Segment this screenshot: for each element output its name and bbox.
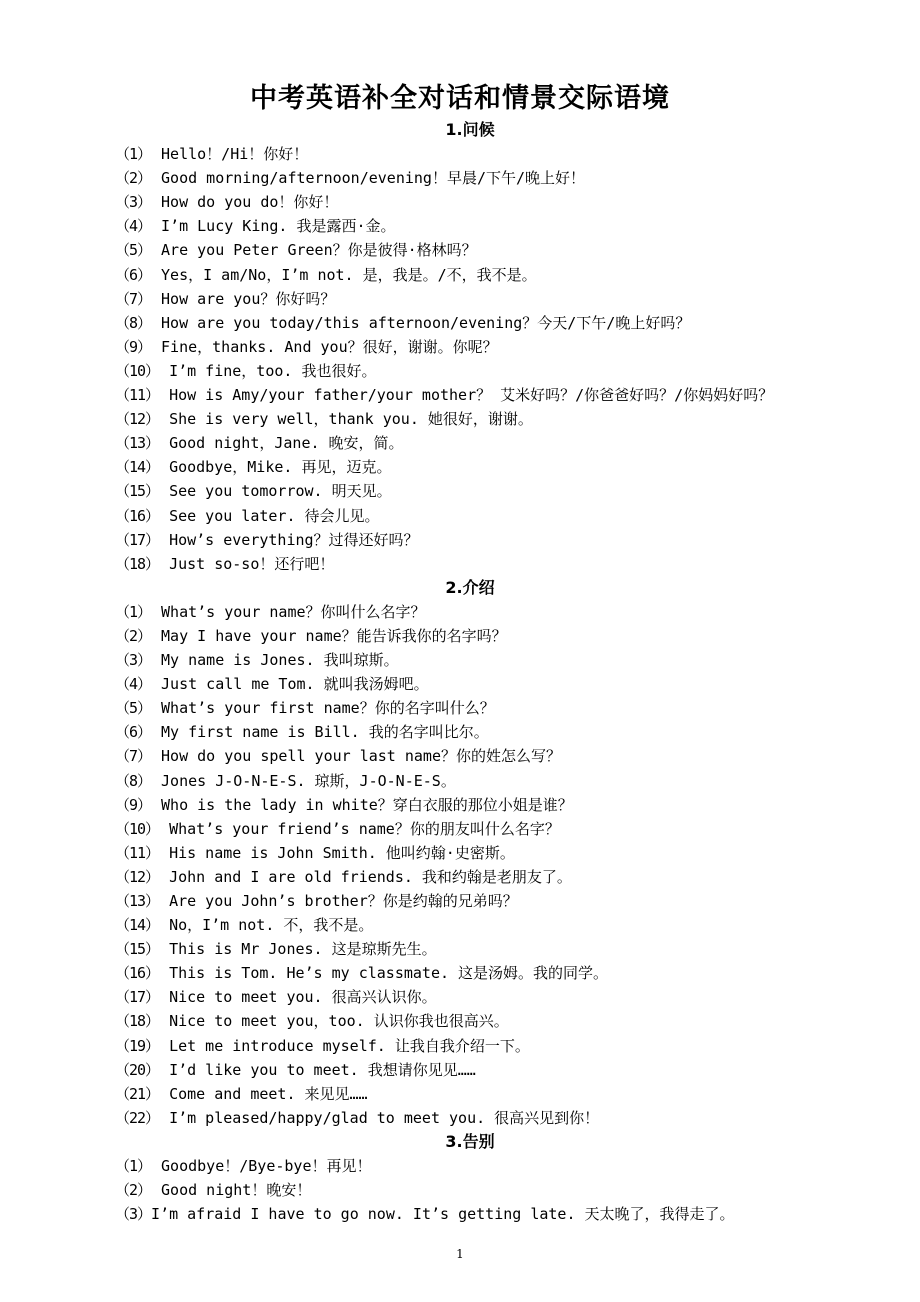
item-number: （7） — [115, 747, 152, 766]
list-item — [115, 817, 875, 841]
item-text: No，I’m not. 不，我不是。 — [169, 916, 374, 935]
list-item — [115, 672, 875, 696]
item-number: （8） — [115, 771, 152, 790]
item-text: What’s your name？你叫什么名字？ — [161, 602, 426, 621]
list-item — [115, 238, 875, 262]
item-text: May I have your name？能告诉我你的名字吗？ — [161, 626, 507, 645]
item-number: （1） — [115, 145, 152, 164]
item-text: John and I are old friends. 我和约翰是老朋友了。 — [169, 867, 572, 886]
item-number: （18） — [115, 1012, 160, 1031]
item-text: Goodbye！/Bye-bye！再见！ — [161, 1157, 372, 1176]
item-number: （10） — [115, 361, 160, 380]
item-number: （10） — [115, 819, 160, 838]
item-text: Goodbye，Mike. 再见，迈克。 — [169, 458, 392, 477]
item-text: My name is Jones. 我叫琼斯。 — [161, 651, 399, 670]
list-item — [115, 985, 875, 1009]
item-number: （4） — [115, 675, 152, 694]
item-number: （2） — [115, 1181, 152, 1200]
item-text: His name is John Smith. 他叫约翰·史密斯。 — [169, 843, 515, 862]
item-text: See you tomorrow. 明天见。 — [169, 482, 392, 501]
item-number: （12） — [115, 410, 160, 429]
item-text: I’m Lucy King. 我是露西·金。 — [161, 217, 396, 236]
item-text: Come and meet. 来见见…… — [169, 1084, 368, 1103]
item-number: （18） — [115, 554, 160, 573]
item-number: （9） — [115, 795, 152, 814]
item-number: （13） — [115, 892, 160, 910]
item-text: My first name is Bill. 我的名字叫比尔。 — [161, 723, 489, 742]
item-text: How’s everything？过得还好吗？ — [169, 530, 419, 549]
item-number: （11） — [115, 386, 160, 405]
item-number: （5） — [115, 241, 152, 260]
item-number: （12） — [115, 867, 160, 886]
list-item — [115, 214, 875, 238]
item-text: Nice to meet you. 很高兴认识你。 — [169, 988, 437, 1007]
item-number: （17） — [115, 988, 160, 1007]
list-item — [115, 431, 875, 455]
item-number: （16） — [115, 506, 160, 525]
item-number: （11） — [115, 843, 160, 862]
section-heading: 1.问候 — [445, 120, 495, 139]
list-item — [115, 624, 875, 648]
item-number: （4） — [115, 217, 152, 236]
list-item — [115, 407, 875, 431]
list-item — [115, 359, 875, 383]
list-item — [115, 1082, 875, 1106]
item-text: This is Mr Jones. 这是琼斯先生。 — [169, 940, 437, 959]
item-text: How are you？你好吗？ — [161, 289, 336, 308]
item-number: （9） — [115, 337, 152, 356]
list-item — [115, 648, 875, 672]
list-item — [115, 600, 875, 624]
item-number: （22） — [115, 1108, 160, 1127]
section-heading: 3.告别 — [445, 1131, 495, 1151]
item-text: Jones J-O-N-E-S. 琼斯，J-O-N-E-S。 — [161, 771, 456, 790]
item-number: （2） — [115, 626, 152, 645]
item-number: （14） — [115, 916, 160, 935]
list-item — [115, 1034, 875, 1058]
item-number: （1） — [115, 602, 152, 621]
item-text: Just call me Tom. 就叫我汤姆吧。 — [161, 675, 429, 694]
item-number: （5） — [115, 699, 152, 718]
list-item — [115, 383, 875, 407]
item-text: What’s your friend’s name？你的朋友叫什么名字？ — [169, 819, 560, 838]
item-text: See you later. 待会儿见。 — [169, 506, 380, 525]
list-item — [115, 720, 875, 744]
item-text: How are you today/this afternoon/evening？今天/下午/晚上好吗？ — [161, 313, 691, 332]
list-item — [115, 190, 875, 214]
item-number: （7） — [115, 289, 152, 308]
item-text: Are you John’s brother？你是约翰的兄弟吗？ — [169, 892, 518, 910]
item-number: （3） — [115, 193, 152, 212]
item-number: （21） — [115, 1084, 160, 1103]
item-number: （15） — [115, 940, 160, 959]
item-number: （6） — [115, 265, 152, 284]
list-item — [115, 841, 875, 865]
item-number: （8） — [115, 313, 152, 332]
item-number: （16） — [115, 964, 160, 983]
item-number: （20） — [115, 1060, 160, 1079]
item-text: How is Amy/your father/your mother？ 艾米好吗？/你爸爸好吗？/你妈妈好吗？ — [169, 386, 774, 405]
item-number: （14） — [115, 458, 160, 477]
list-item — [115, 961, 875, 985]
document-title: 中考英语补全对话和情景交际语境 — [250, 83, 670, 114]
list-item — [115, 552, 875, 576]
list-item — [115, 166, 875, 190]
item-number: （2） — [115, 169, 152, 188]
list-item — [115, 287, 875, 311]
item-text: I’m fine，too. 我也很好。 — [169, 361, 377, 380]
list-item — [115, 696, 875, 720]
list-item — [115, 1009, 875, 1033]
item-text: Who is the lady in white？穿白衣服的那位小姐是谁？ — [161, 795, 573, 814]
list-item — [115, 1058, 875, 1082]
section-heading: 2.介绍 — [445, 577, 495, 597]
item-text: I’m afraid I have to go now. It’s getting late. 天太晚了，我得走了。 — [151, 1205, 735, 1224]
item-number: （15） — [115, 482, 160, 501]
item-text: How do you do！你好！ — [161, 193, 339, 212]
list-item — [115, 913, 875, 937]
list-item — [115, 1106, 875, 1130]
list-item — [115, 1154, 875, 1178]
item-number: （6） — [115, 723, 152, 742]
list-item — [115, 1202, 875, 1226]
list-item — [115, 1178, 875, 1202]
item-number: （13） — [115, 434, 160, 453]
list-item — [115, 769, 875, 793]
item-text: Good night，Jane. 晚安，简。 — [169, 434, 404, 453]
item-text: Just so-so！还行吧！ — [169, 554, 335, 573]
item-number: （17） — [115, 530, 160, 549]
item-text: I’m pleased/happy/glad to meet you. 很高兴见到你！ — [169, 1108, 600, 1127]
item-text: How do you spell your last name？你的姓怎么写？ — [161, 747, 561, 766]
item-text: Fine，thanks. And you？很好，谢谢。你呢？ — [161, 337, 498, 356]
list-item — [115, 479, 875, 503]
page-number: 1 — [456, 1247, 464, 1261]
list-item — [115, 937, 875, 961]
list-item — [115, 528, 875, 552]
item-number: （1） — [115, 1157, 152, 1176]
item-text: I’d like you to meet. 我想请你见见…… — [169, 1060, 476, 1079]
list-item — [115, 455, 875, 479]
item-text: Nice to meet you，too. 认识你我也很高兴。 — [169, 1012, 509, 1031]
list-item — [115, 865, 875, 889]
list-item — [115, 335, 875, 359]
item-number: （3） — [115, 1205, 152, 1224]
list-item — [115, 142, 875, 166]
item-text: Good night！晚安！ — [161, 1181, 312, 1200]
item-text: What’s your first name？你的名字叫什么？ — [161, 699, 495, 718]
item-text: This is Tom. He’s my classmate. 这是汤姆。我的同学。 — [169, 964, 609, 983]
list-item — [115, 311, 875, 335]
item-number: （3） — [115, 651, 152, 670]
list-item — [115, 263, 875, 287]
list-item — [115, 744, 875, 768]
list-item — [115, 504, 875, 528]
item-text: Are you Peter Green？你是彼得·格林吗？ — [161, 241, 477, 260]
document-body — [115, 118, 875, 1226]
list-item — [115, 889, 875, 913]
item-text: Let me introduce myself. 让我自我介绍一下。 — [169, 1036, 530, 1055]
item-text: Good morning/afternoon/evening！早晨/下午/晚上好！ — [161, 169, 586, 188]
list-item — [115, 793, 875, 817]
item-text: Hello！/Hi！你好！ — [161, 145, 309, 164]
item-text: She is very well，thank you. 她很好，谢谢。 — [169, 410, 533, 429]
item-number: （19） — [115, 1036, 160, 1055]
item-text: Yes，I am/No，I’m not. 是，我是。/不，我不是。 — [161, 265, 537, 284]
